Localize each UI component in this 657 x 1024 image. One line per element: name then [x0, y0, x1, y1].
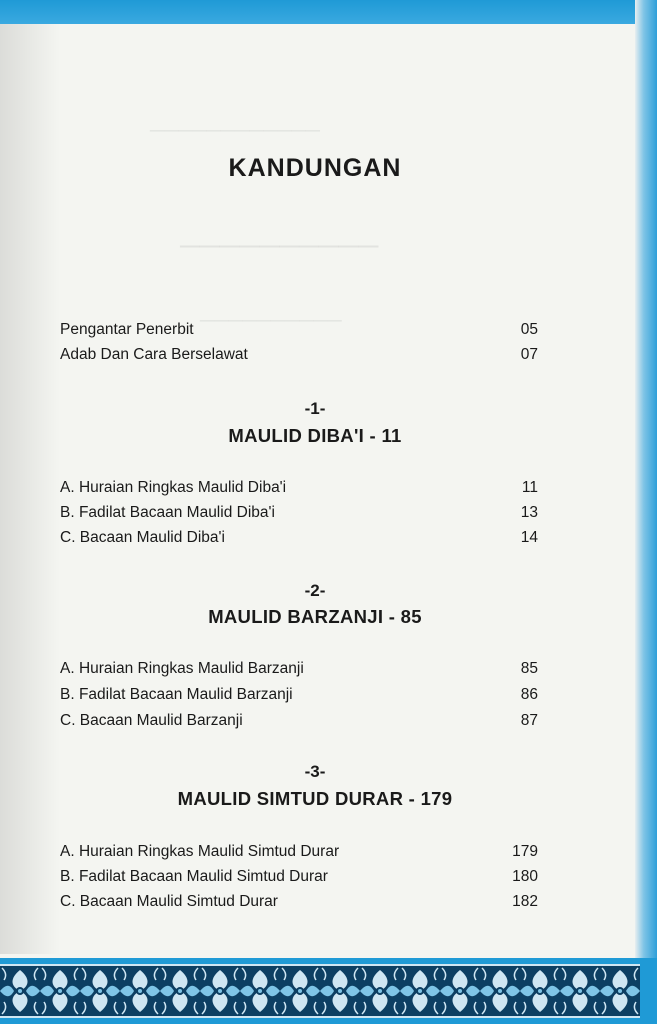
- toc-entry-label: B. Fadilat Bacaan Maulid Barzanji: [60, 686, 293, 703]
- toc-entry: [60, 345, 538, 365]
- toc-entry: [60, 711, 538, 731]
- toc-entry-page: 05: [520, 321, 538, 338]
- toc-entry-page: 85: [520, 660, 538, 677]
- right-border-band: [635, 0, 657, 1024]
- toc-entry-page: 13: [520, 504, 538, 521]
- toc-entry-label: C. Bacaan Maulid Diba'i: [60, 529, 225, 546]
- toc-entry-page: 179: [512, 843, 538, 860]
- toc-entry-label: C. Bacaan Maulid Simtud Durar: [60, 893, 278, 910]
- section-heading: MAULID SIMTUD DURAR - 179: [177, 788, 453, 809]
- reverse-page-bleed: ────────────: [150, 120, 321, 142]
- section-number: -3-: [304, 762, 326, 781]
- top-border-band: [0, 0, 657, 24]
- section-number: -2-: [304, 581, 326, 600]
- section-heading: MAULID DIBA'I - 11: [228, 425, 402, 446]
- toc-entry-label: A. Huraian Ringkas Maulid Simtud Durar: [60, 843, 340, 860]
- toc-entry-label: Adab Dan Cara Berselawat: [60, 346, 248, 363]
- toc-entry-label: C. Bacaan Maulid Barzanji: [60, 712, 243, 729]
- toc-entry: [60, 867, 538, 887]
- toc-entry-page: 87: [520, 712, 538, 729]
- page-title: KANDUNGAN: [228, 154, 402, 182]
- toc-entry-label: A. Huraian Ringkas Maulid Diba'i: [60, 479, 287, 496]
- toc-entry: [60, 503, 538, 523]
- toc-entry-label: B. Fadilat Bacaan Maulid Diba'i: [60, 504, 275, 521]
- section-heading: MAULID BARZANJI - 85: [208, 606, 422, 627]
- toc-entry-label: A. Huraian Ringkas Maulid Barzanji: [60, 660, 304, 677]
- toc-entry-page: 14: [520, 529, 538, 546]
- section-number: -1-: [304, 399, 326, 418]
- toc-entry-page: 182: [512, 893, 538, 910]
- reverse-page-bleed: ──────────: [180, 230, 379, 261]
- toc-entry: [60, 528, 538, 548]
- toc-entry: [60, 842, 538, 862]
- ornamental-border-pattern-icon: [0, 964, 640, 1018]
- toc-entry-page: 86: [520, 686, 538, 703]
- toc-entry-label: B. Fadilat Bacaan Maulid Simtud Durar: [60, 868, 328, 885]
- reverse-page-bleed: ──────────: [200, 310, 342, 332]
- toc-entry: [60, 685, 538, 705]
- toc-entry: [60, 659, 538, 679]
- toc-entry: [60, 892, 538, 912]
- toc-entry-page: 11: [521, 479, 538, 496]
- toc-entry-page: 180: [512, 868, 538, 885]
- toc-entry-label: Pengantar Penerbit: [60, 321, 194, 338]
- toc-entry-page: 07: [520, 346, 538, 363]
- toc-entry: [60, 320, 538, 340]
- toc-entry: [60, 478, 538, 498]
